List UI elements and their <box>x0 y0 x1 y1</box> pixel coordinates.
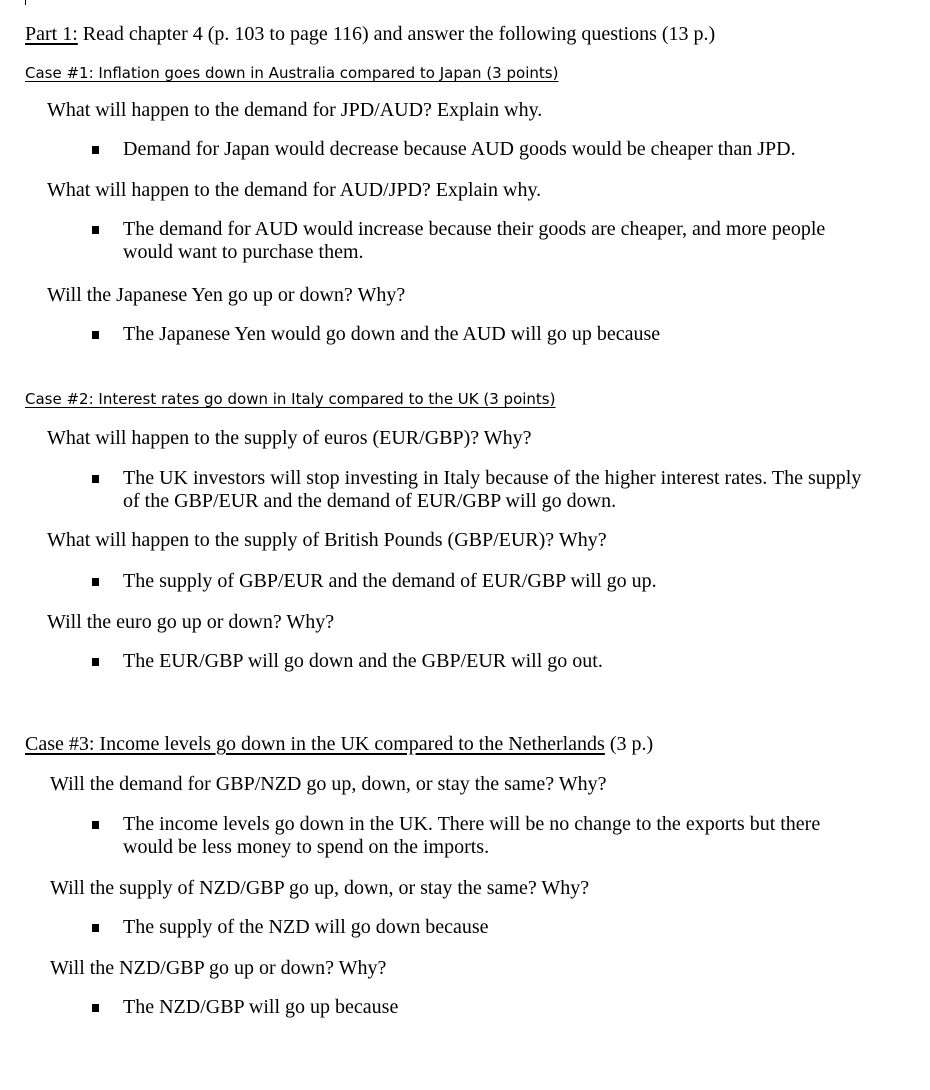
part-label: Part 1: <box>25 23 78 45</box>
case3-heading <box>25 732 653 756</box>
part-title <box>25 22 715 46</box>
case1-answer-2: The demand for AUD would increase because their goods are cheaper, and more people would want to purchase them. <box>123 218 826 263</box>
case1-answer-3: The Japanese Yen would go down and the AUD will go up because <box>123 323 661 345</box>
case3-question-1: Will the demand for GBP/NZD go up, down, or stay the same? Why? <box>50 773 607 795</box>
bullet-icon <box>92 475 99 483</box>
case1-question-2: What will happen to the demand for AUD/JPD? Explain why. <box>47 179 542 201</box>
bullet-icon <box>92 658 99 666</box>
case2-answer-1: The UK investors will stop investing in Italy because of the higher interest rates. The supply of the GBP/EUR and the demand of EUR/GBP will go down. <box>123 467 862 512</box>
bullet-icon <box>92 146 99 154</box>
case3-question-2: Will the supply of NZD/GBP go up, down, or stay the same? Why? <box>50 877 590 899</box>
bullet-icon <box>92 821 99 829</box>
case3-answer-2: The supply of the NZD will go down because <box>123 916 489 938</box>
part-instructions: Read chapter 4 (p. 103 to page 116) and answer the following questions (13 p.) <box>77 23 716 45</box>
case2-question-2: What will happen to the supply of British Pounds (GBP/EUR)? Why? <box>47 529 607 551</box>
bullet-icon <box>92 1004 99 1012</box>
page-edge-mark <box>25 0 26 5</box>
bullet-icon <box>92 226 99 234</box>
case3-question-3: Will the NZD/GBP go up or down? Why? <box>50 957 387 979</box>
case2-answer-2: The supply of GBP/EUR and the demand of EUR/GBP will go up. <box>123 570 657 592</box>
case2-heading: Case #2: Interest rates go down in Italy compared to the UK (3 points) <box>25 390 556 408</box>
case3-answer-1: The income levels go down in the UK. There will be no change to the exports but there would be less money to spend on the imports. <box>123 813 821 858</box>
case1-answer-1: Demand for Japan would decrease because AUD goods would be cheaper than JPD. <box>123 138 796 160</box>
case2-answer-3: The EUR/GBP will go down and the GBP/EUR will go out. <box>123 650 603 672</box>
case1-question-1: What will happen to the demand for JPD/AUD? Explain why. <box>47 99 543 121</box>
case2-question-1: What will happen to the supply of euros (EUR/GBP)? Why? <box>47 427 532 449</box>
case3-answer-3: The NZD/GBP will go up because <box>123 996 399 1018</box>
bullet-icon <box>92 331 99 339</box>
case2-question-3: Will the euro go up or down? Why? <box>47 611 335 633</box>
case1-question-3: Will the Japanese Yen go up or down? Why? <box>47 284 406 306</box>
bullet-icon <box>92 924 99 932</box>
case3-heading-title: Case #3: Income levels go down in the UK compared to the Netherlands <box>25 733 605 755</box>
case3-heading-points: (3 p.) <box>604 733 654 755</box>
case1-heading: Case #1: Inflation goes down in Australia compared to Japan (3 points) <box>25 64 559 82</box>
bullet-icon <box>92 578 99 586</box>
